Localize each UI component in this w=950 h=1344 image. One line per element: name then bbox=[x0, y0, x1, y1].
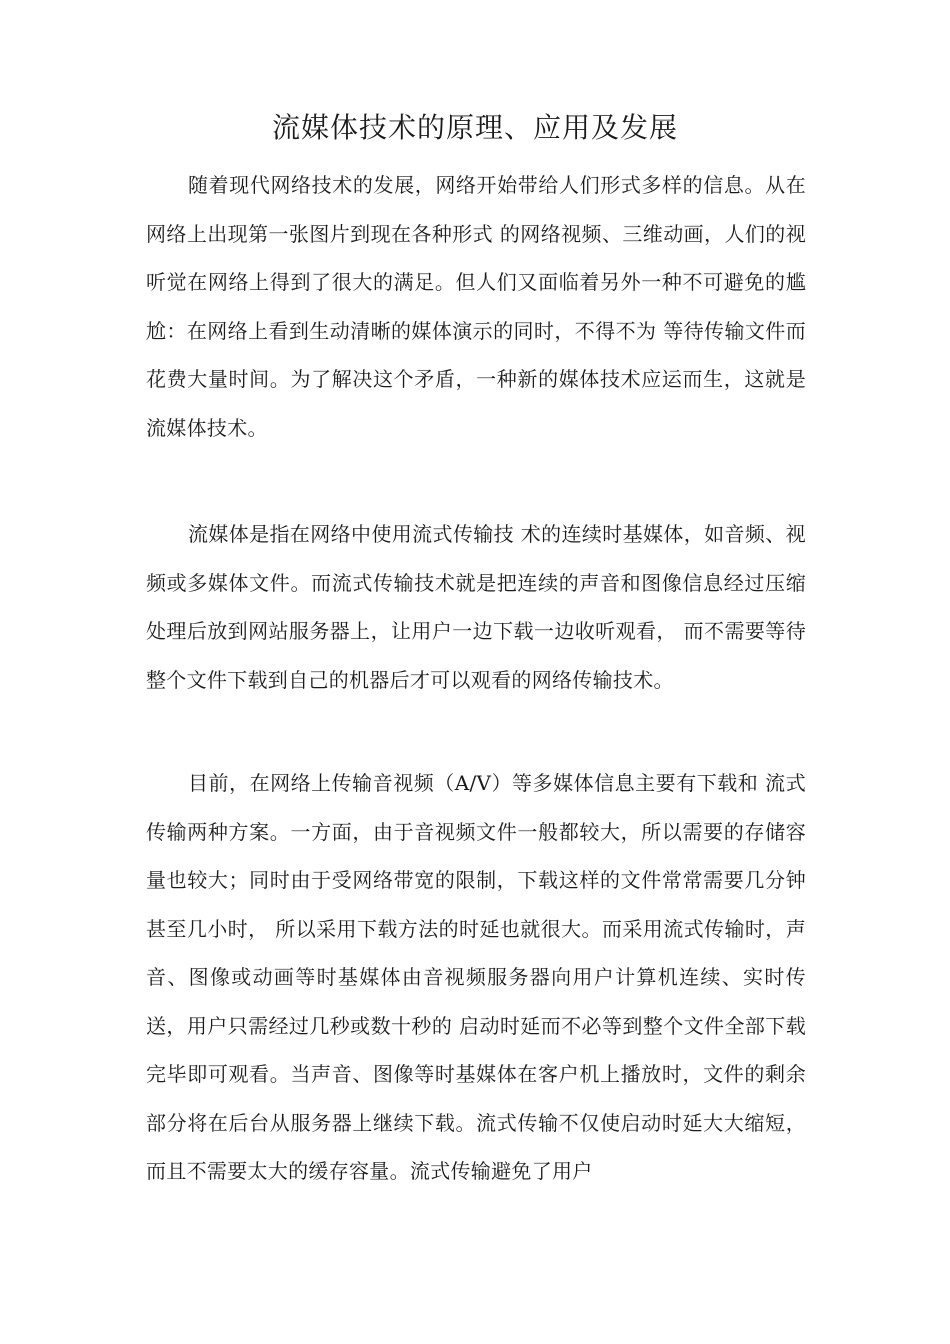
document-title: 流媒体技术的原理、应用及发展 bbox=[271, 111, 678, 144]
paragraph-comparison: 目前，在网络上传输音视频（A/V）等多媒体信息主要有下载和 流式传输两种方案。一方面，由于音视频文件一般都较大，所以需要的存储容量也较大；同时由于受网络带宽的限制，下载这样的文件常常需要几分钟甚至几小时， 所以采用下载方法的时延也就很大。而采用流式传输时，声音、图像或动画等时基媒体由音视频服务器向用户计算机连续、实时传送，用户只需经过几秒或数十秒的 启动时延而不必等到整个文件全部下载完毕即可观看。当声音、图像等时基媒体在客户机上播放时，文件的剩余部分将在后台从服务器上继续下载。流式传输不仅使启动时延大大缩短，而且不需要太大的缓存容量。流式传输避免了用户 bbox=[146, 771, 806, 1183]
paragraph-definition: 流媒体是指在网络中使用流式传输技 术的连续时基媒体，如音频、视频或多媒体文件。而流式传输技术就是把连续的声音和图像信息经过压缩处理后放到网站服务器上，让用户一边下载一边收听观看， 而不需要等待整个文件下载到自己的机器后才可以观看的网络传输技术。 bbox=[146, 522, 806, 692]
paragraph-intro: 随着现代网络技术的发展，网络开始带给人们形式多样的信息。从在网络上出现第一张图片到现在各种形式 的网络视频、三维动画，人们的视听觉在网络上得到了很大的满足。但人们又面临着另外一种不可避免的尴尬：在网络上看到生动清晰的媒体演示的同时，不得不为 等待传输文件而花费大量时间。为了解决这个矛盾，一种新的媒体技术应运而生，这就是流媒体技术。 bbox=[146, 173, 806, 440]
